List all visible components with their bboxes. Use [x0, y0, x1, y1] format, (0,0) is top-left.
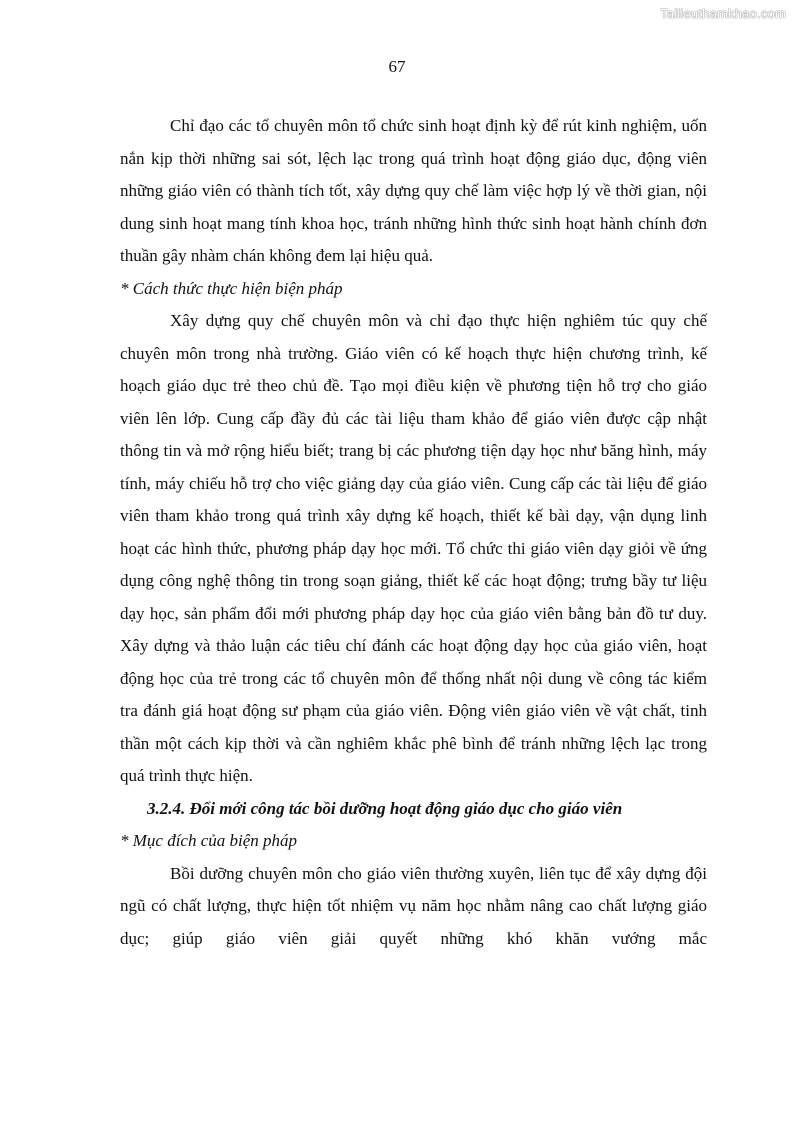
watermark-text: Tailieuthamkhao.com — [660, 6, 786, 21]
subheading-implementation: * Cách thức thực hiện biện pháp — [120, 278, 343, 298]
document-body — [120, 110, 707, 955]
section-title: 3.2.4. Đổi mới công tác bồi dưỡng hoạt động giáo dục cho giáo viên — [147, 798, 623, 818]
subheading-purpose: * Mục đích của biện pháp — [120, 831, 298, 850]
page-number: 67 — [388, 57, 406, 76]
paragraph-purpose: Bồi dưỡng chuyên môn cho giáo viên thường xuyên, liên tục để xây dựng đội ngũ có chất lượng, thực hiện tốt nhiệm vụ năm học nhằm nâng cao chất lượng giáo dục; giúp giáo viên giải quyết những khó khăn vướng mắc — [120, 863, 707, 948]
paragraph-supervision: Chỉ đạo các tổ chuyên môn tổ chức sinh hoạt định kỳ để rút kinh nghiệm, uốn nắn kịp thời những sai sót, lệch lạc trong quá trình hoạt động giáo dục, động viên những giáo viên có thành tích tốt, xây dựng quy chế làm việc hợp lý về thời gian, nội dung sinh hoạt mang tính khoa học, tránh những hình thức sinh hoạt hành chính đơn thuần gây nhàm chán không đem lại hiệu quả. — [120, 116, 707, 265]
paragraph-implementation: Xây dựng quy chế chuyên môn và chỉ đạo thực hiện nghiêm túc quy chế chuyên môn trong nhà trường. Giáo viên có kế hoạch thực hiện chương trình, kế hoạch giáo dục trẻ theo chủ đề. Tạo mọi điều kiện về phương tiện hỗ trợ cho giáo viên lên lớp. Cung cấp đầy đủ các tài liệu tham khảo để giáo viên được cập nhật thông tin và mở rộng hiểu biết; trang bị các phương tiện dạy học như băng hình, máy tính, máy chiếu hỗ trợ cho việc giảng dạy của giáo viên. Cung cấp các tài liệu để giáo viên tham khảo trong quá trình xây dựng kế hoạch, thiết kế bài dạy, vận dụng linh hoạt các hình thức, phương pháp dạy học mới. Tổ chức thi giáo viên dạy giỏi về ứng dụng công nghệ thông tin trong soạn giảng, thiết kế các hoạt động; trưng bầy tư liệu dạy học, sản phẩm đổi mới phương pháp dạy học của giáo viên bằng bản đồ tư duy. Xây dựng và thảo luận các tiêu chí đánh các hoạt động dạy học của giáo viên, hoạt động học của trẻ trong các tổ chuyên môn để thống nhất nội dung về công tác kiểm tra đánh giá hoạt động sư phạm của giáo viên. Động viên giáo viên về vật chất, tinh thần một cách kịp thời và cần nghiêm khắc phê bình để tránh những lệch lạc trong quá trình thực hiện. — [120, 311, 707, 785]
